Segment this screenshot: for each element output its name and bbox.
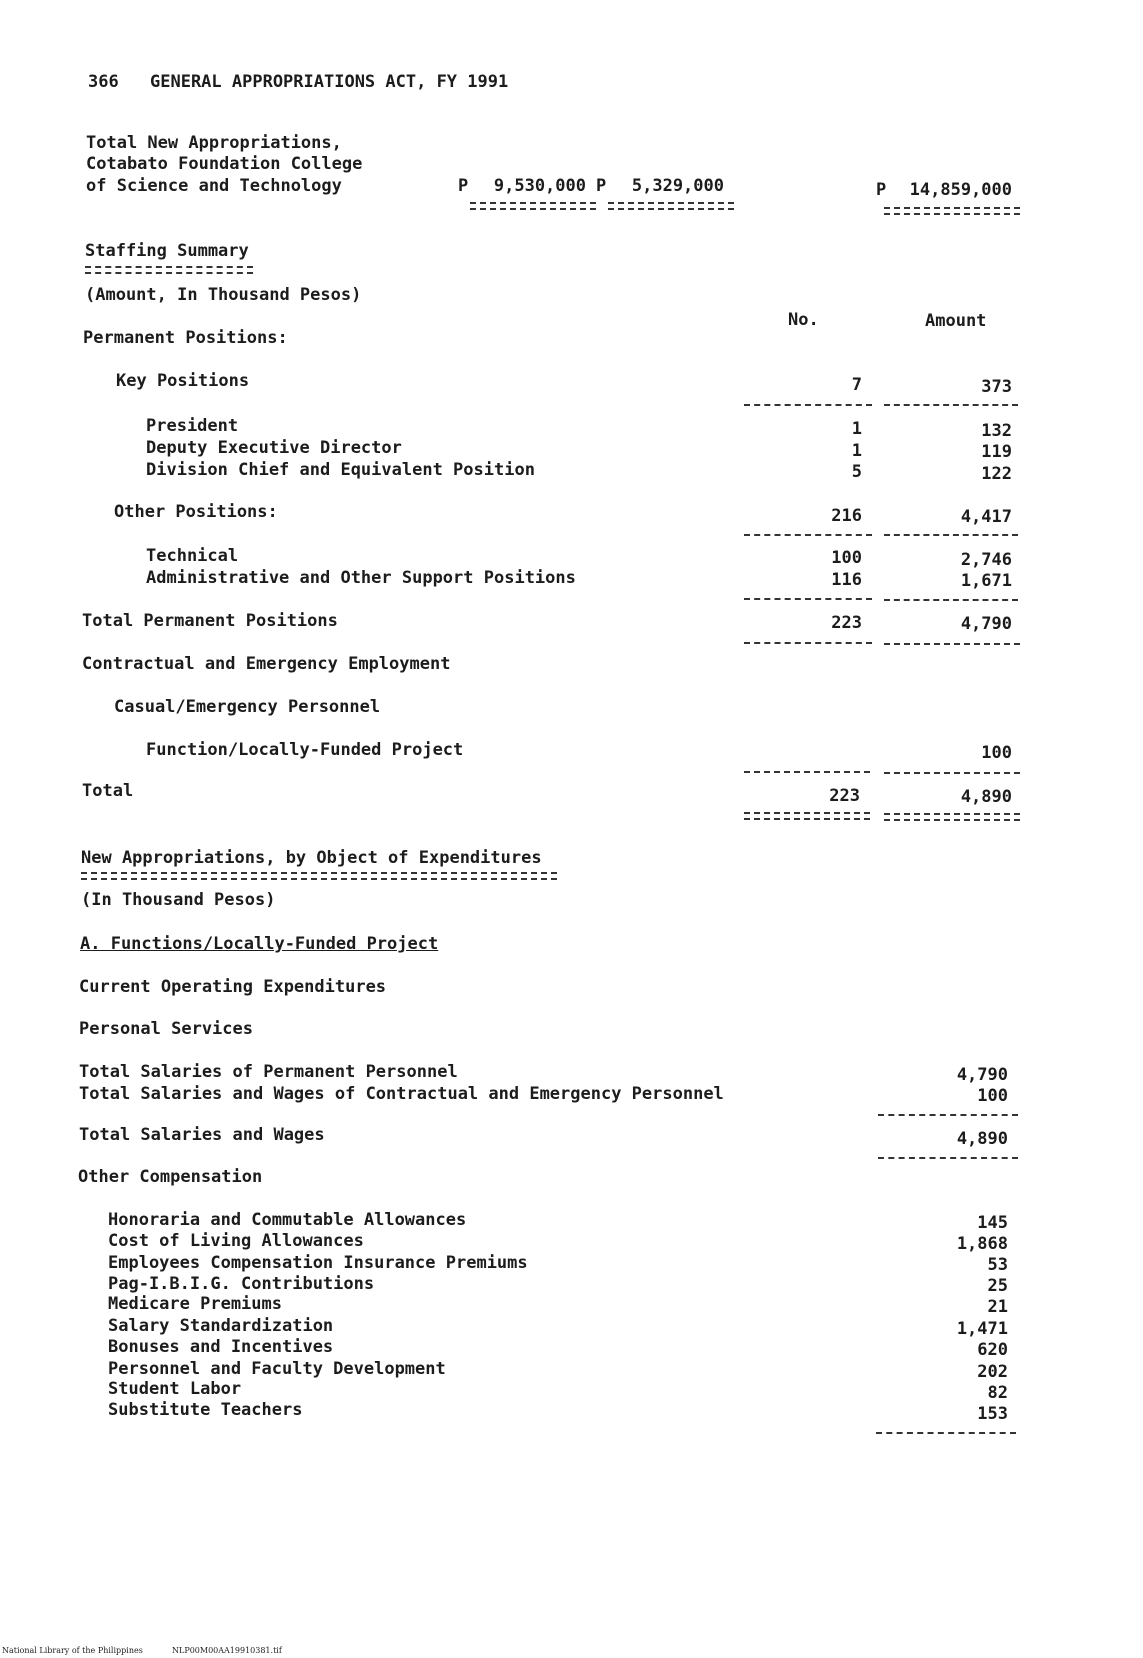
- double-rule: [81, 872, 557, 880]
- single-rule: [884, 772, 1020, 774]
- single-rule: [884, 599, 1018, 601]
- amount-cell: 4,790: [960, 614, 1012, 634]
- number-cell: 223: [831, 613, 862, 633]
- number-cell: 223: [829, 786, 860, 806]
- amount-cell: 9,530,000: [493, 176, 586, 196]
- single-rule: [884, 643, 1020, 645]
- amount-cell: 100: [977, 1086, 1008, 1106]
- compensation-label: Bonuses and Incentives: [108, 1337, 334, 1357]
- number-cell: 100: [831, 548, 862, 568]
- double-rule: [470, 202, 596, 210]
- double-rule: [608, 202, 734, 210]
- position-label: Division Chief and Equivalent Position: [146, 460, 535, 480]
- amount-cell: 1,868: [956, 1234, 1008, 1254]
- amount-cell: 373: [981, 377, 1012, 397]
- peso-sign: P: [596, 176, 607, 196]
- other-compensation-label: Other Compensation: [78, 1167, 263, 1187]
- objects-subtitle: (In Thousand Pesos): [81, 890, 276, 910]
- single-rule: [878, 1157, 1018, 1159]
- single-rule: [744, 404, 872, 406]
- position-label: Administrative and Other Support Positions: [146, 568, 576, 588]
- compensation-label: Cost of Living Allowances: [108, 1231, 364, 1251]
- compensation-label: Employees Compensation Insurance Premiums: [108, 1253, 528, 1273]
- totals-label-line2: Cotabato Foundation College: [86, 154, 363, 174]
- totals-label-line1: Total New Appropriations,: [86, 133, 342, 153]
- column-header-amount: Amount: [925, 311, 987, 331]
- amount-cell: 100: [981, 743, 1012, 763]
- single-rule: [884, 404, 1018, 406]
- amount-cell: 122: [981, 464, 1012, 484]
- amount-cell: 132: [981, 421, 1012, 441]
- peso-sign: P: [876, 180, 887, 200]
- number-cell: 116: [831, 570, 862, 590]
- salary-label: Total Salaries and Wages of Contractual and Emergency Personnel: [79, 1084, 724, 1104]
- function-label: Function/Locally-Funded Project: [146, 740, 464, 760]
- amount-cell: 4,417: [960, 507, 1012, 527]
- total-label: Total: [82, 781, 134, 801]
- page-number: 366: [88, 72, 119, 92]
- position-label: President: [146, 416, 239, 436]
- salary-label: Total Salaries of Permanent Personnel: [79, 1062, 458, 1082]
- number-cell: 5: [851, 462, 862, 482]
- amount-cell: 153: [977, 1404, 1008, 1424]
- double-rule: [744, 812, 870, 820]
- amount-cell: 53: [987, 1255, 1008, 1275]
- amount-cell: 620: [977, 1340, 1008, 1360]
- single-rule: [884, 534, 1018, 536]
- double-rule: [884, 207, 1020, 215]
- footer-file: NLP00M00AA19910381.tif: [172, 1646, 282, 1655]
- casual-label: Casual/Emergency Personnel: [114, 697, 381, 717]
- amount-cell: 145: [977, 1213, 1008, 1233]
- section-a-heading: A. Functions/Locally-Funded Project: [80, 934, 439, 954]
- totals-label-line3: of Science and Technology: [86, 176, 342, 196]
- compensation-label: Substitute Teachers: [108, 1400, 303, 1420]
- permanent-positions-label: Permanent Positions:: [83, 328, 288, 348]
- number-cell: 1: [851, 419, 862, 439]
- compensation-label: Pag-I.B.I.G. Contributions: [108, 1274, 375, 1294]
- amount-cell: 202: [977, 1362, 1008, 1382]
- double-rule: [85, 266, 253, 274]
- compensation-label: Salary Standardization: [108, 1316, 334, 1336]
- key-positions-label: Key Positions: [116, 371, 250, 391]
- current-expenditures-label: Current Operating Expenditures: [79, 977, 387, 997]
- other-positions-label: Other Positions:: [114, 502, 278, 522]
- compensation-label: Personnel and Faculty Development: [108, 1359, 446, 1379]
- total-permanent-label: Total Permanent Positions: [82, 611, 338, 631]
- single-rule: [876, 1432, 1016, 1434]
- amount-cell: 119: [981, 442, 1012, 462]
- amount-cell: 21: [987, 1297, 1008, 1317]
- footer-library: National Library of the Philippines: [2, 1646, 143, 1655]
- single-rule: [744, 598, 872, 600]
- personal-services-label: Personal Services: [79, 1019, 253, 1039]
- position-label: Deputy Executive Director: [146, 438, 402, 458]
- compensation-label: Medicare Premiums: [108, 1294, 282, 1314]
- amount-cell: 4,890: [960, 787, 1012, 807]
- amount-cell: 14,859,000: [909, 180, 1012, 200]
- page-title: GENERAL APPROPRIATIONS ACT, FY 1991: [150, 72, 509, 92]
- amount-cell: 1,671: [960, 571, 1012, 591]
- single-rule: [878, 1114, 1018, 1116]
- staffing-title: Staffing Summary: [85, 241, 249, 261]
- column-header-no: No.: [788, 310, 819, 330]
- total-salaries-label: Total Salaries and Wages: [79, 1125, 325, 1145]
- objects-title: New Appropriations, by Object of Expenditures: [81, 848, 542, 868]
- contractual-label: Contractual and Emergency Employment: [82, 654, 451, 674]
- amount-cell: 82: [987, 1383, 1008, 1403]
- amount-cell: 4,890: [956, 1129, 1008, 1149]
- number-cell: 216: [831, 506, 862, 526]
- amount-cell: 25: [987, 1276, 1008, 1296]
- number-cell: 7: [851, 375, 862, 395]
- single-rule: [744, 534, 872, 536]
- single-rule: [744, 642, 872, 644]
- amount-cell: 4,790: [956, 1065, 1008, 1085]
- position-label: Technical: [146, 546, 239, 566]
- double-rule: [884, 813, 1020, 821]
- single-rule: [744, 771, 870, 773]
- amount-cell: 1,471: [956, 1319, 1008, 1339]
- amount-cell: 5,329,000: [631, 176, 724, 196]
- staffing-subtitle: (Amount, In Thousand Pesos): [85, 285, 362, 305]
- peso-sign: P: [458, 176, 469, 196]
- amount-cell: 2,746: [960, 550, 1012, 570]
- compensation-label: Honoraria and Commutable Allowances: [108, 1210, 467, 1230]
- number-cell: 1: [851, 441, 862, 461]
- compensation-label: Student Labor: [108, 1379, 242, 1399]
